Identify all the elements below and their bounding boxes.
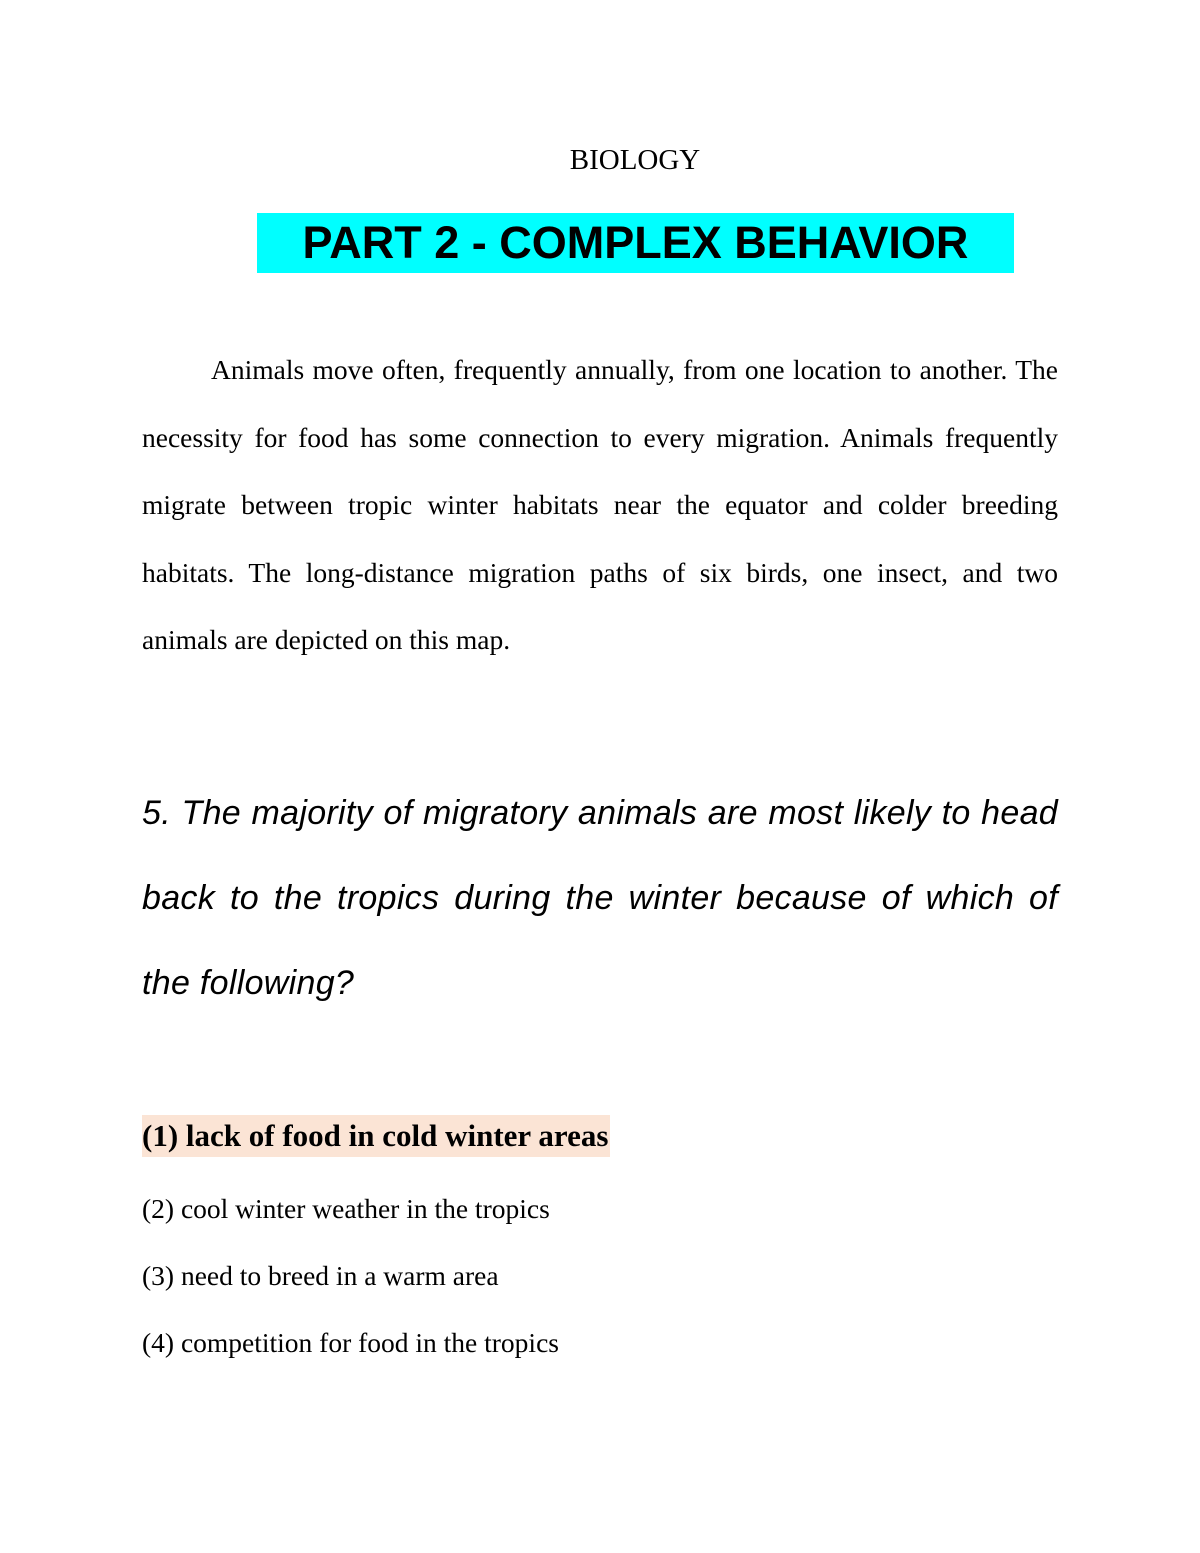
question-text: 5. The majority of migratory animals are most likely to head back to the tropics during the winter because of which of the following? [142,794,1058,1002]
subject-heading: BIOLOGY [569,144,701,176]
intro-paragraph: Animals move often, frequently annually, from one location to another. The necessity for food has some connection to every migration. Animals frequently migrate between tropic winter habitats near the equator and colder breeding habitats. The long-distance migration paths of six birds, one insect, and two animals are depicted on this map. [142,354,1058,655]
part-title: PART 2 - COMPLEX BEHAVIOR [302,217,969,268]
answer-option-2: (2) cool winter weather in the tropics [142,1193,550,1224]
answer-option-1: (1) lack of food in cold winter areas [142,1115,610,1157]
answer-option-4: (4) competition for food in the tropics [142,1327,559,1358]
answer-option-3: (3) need to breed in a warm area [142,1260,499,1291]
part-title-highlight [257,213,1014,273]
